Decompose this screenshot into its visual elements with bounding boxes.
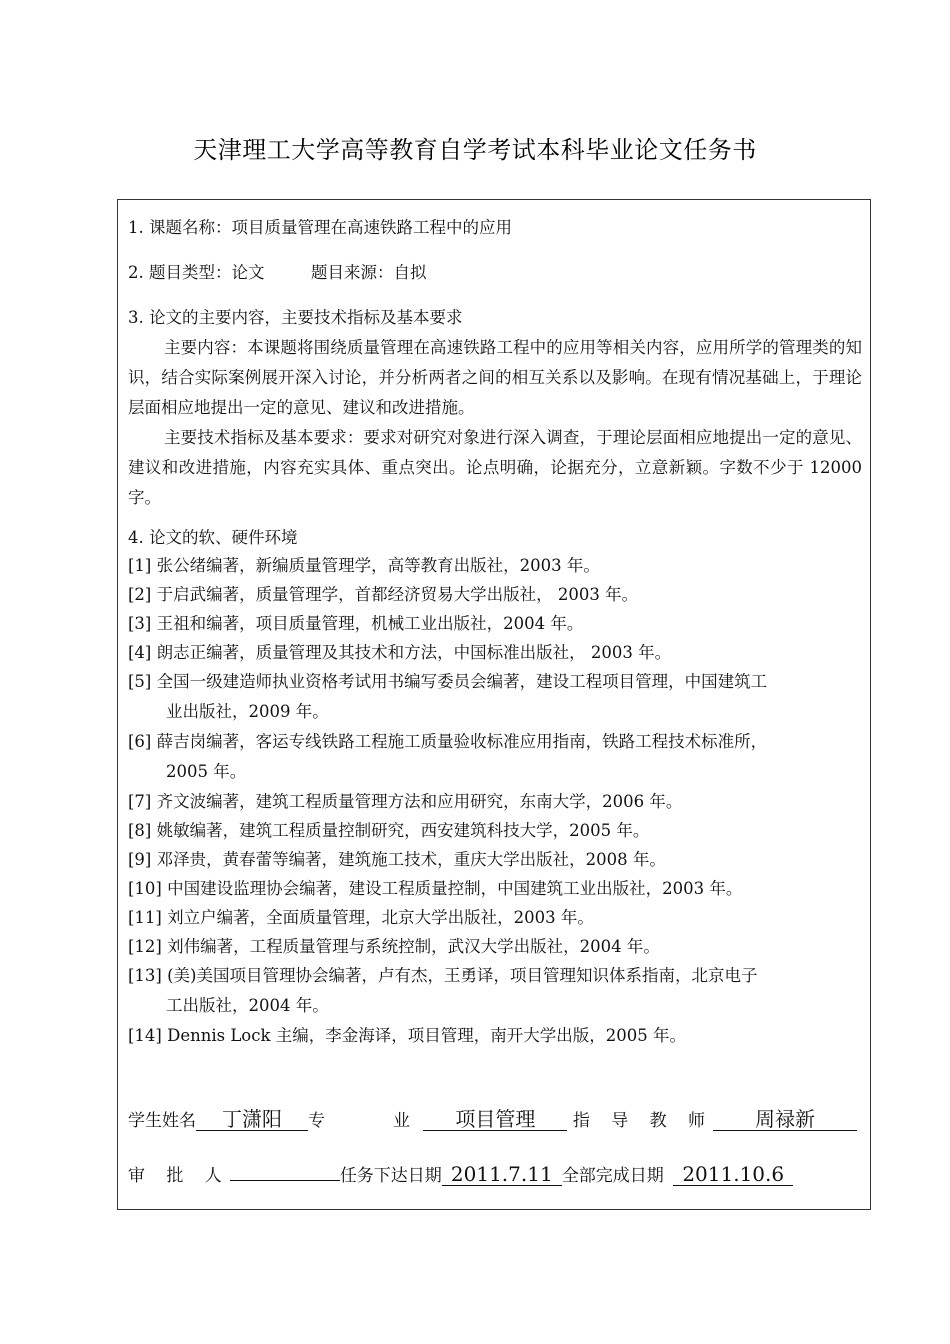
reference-text: [10] 中国建设监理协会编著，建设工程质量控制，中国建筑工业出版社，2003 年。	[128, 879, 743, 898]
approver-label: 审 批 人	[128, 1166, 230, 1186]
major-field[interactable]: 项目管理	[423, 1108, 567, 1131]
task-form-frame	[117, 199, 871, 1210]
main-content-heading: 3. 论文的主要内容，主要技术指标及基本要求	[128, 308, 463, 327]
reference-text: [8] 姚敏编著，建筑工程质量控制研究，西安建筑科技大学，2005 年。	[128, 821, 650, 840]
topic-name-row	[128, 214, 512, 238]
reference-text: [1] 张公绪编著，新编质量管理学，高等教育出版社，2003 年。	[128, 556, 600, 575]
topic-type-value: 论文	[231, 263, 265, 282]
major-label-1: 专	[308, 1111, 325, 1131]
reference-item	[128, 932, 862, 962]
reference-item	[128, 727, 862, 787]
topic-source-label: 题目来源：	[311, 263, 394, 282]
complete-date-field[interactable]: 2011.10.6	[673, 1163, 793, 1186]
reference-item	[128, 787, 862, 817]
reference-text: [13] (美)美国项目管理协会编著，卢有杰，王勇译，项目管理知识体系指南，北京电子	[128, 966, 758, 985]
reference-item	[128, 609, 862, 639]
reference-item	[128, 580, 862, 610]
advisor-label: 指 导 教 师	[572, 1111, 714, 1131]
advisor-name-field[interactable]: 周禄新	[713, 1108, 857, 1131]
reference-item	[128, 845, 862, 875]
topic-name-value: 项目质量管理在高速铁路工程中的应用	[231, 218, 512, 237]
student-name-label: 学生姓名	[128, 1111, 196, 1131]
student-name-field[interactable]: 丁潇阳	[196, 1108, 308, 1131]
reference-text: [9] 邓泽贵，黄春蕾等编著，建筑施工技术，重庆大学出版社，2008 年。	[128, 850, 666, 869]
reference-text-continued: 业出版社，2009 年。	[166, 702, 329, 721]
reference-item	[128, 667, 862, 727]
reference-text: [12] 刘伟编著，工程质量管理与系统控制，武汉大学出版社，2004 年。	[128, 937, 660, 956]
assign-date-label: 任务下达日期	[339, 1166, 442, 1186]
page-title: 天津理工大学高等教育自学考试本科毕业论文任务书	[193, 136, 757, 164]
reference-item	[128, 903, 862, 933]
reference-text: [5] 全国一级建造师执业资格考试用书编写委员会编著，建设工程项目管理，中国建筑工	[128, 672, 768, 691]
approver-field[interactable]	[230, 1158, 340, 1181]
reference-text: [11] 刘立户编著，全面质量管理，北京大学出版社，2003 年。	[128, 908, 594, 927]
signature-row-2	[128, 1158, 793, 1186]
reference-text: [14] Dennis Lock 主编，李金海译，项目管理，南开大学出版，2005 年。	[128, 1026, 686, 1045]
reference-text-continued: 2005 年。	[166, 762, 247, 781]
topic-source-value: 自拟	[393, 263, 427, 282]
topic-name-label: 1. 课题名称：	[128, 218, 232, 237]
reference-text-continued: 工出版社，2004 年。	[166, 996, 329, 1015]
environment-heading: 4. 论文的软、硬件环境	[128, 528, 298, 547]
reference-item	[128, 874, 862, 904]
major-label-2: 业	[393, 1111, 410, 1131]
reference-text: [4] 朗志正编著，质量管理及其技术和方法，中国标准出版社， 2003 年。	[128, 643, 672, 662]
reference-item	[128, 816, 862, 846]
main-content-paragraph: 主要内容：本课题将围绕质量管理在高速铁路工程中的应用等相关内容，应用所学的管理类的知识，结合实际案例展开深入讨论，并分析两者之间的相互关系以及影响。在现有情况基础上，于理论层面相应地提出一定的意见、建议和改进措施。	[128, 338, 862, 417]
signature-row-1	[128, 1106, 857, 1131]
assign-date-field[interactable]: 2011.7.11	[442, 1163, 562, 1186]
reference-item	[128, 551, 862, 581]
reference-text: [7] 齐文波编著，建筑工程质量管理方法和应用研究，东南大学，2006 年。	[128, 792, 683, 811]
reference-text: [2] 于启武编著，质量管理学，首都经济贸易大学出版社， 2003 年。	[128, 585, 639, 604]
reference-text: [6] 薛吉岗编著，客运专线铁路工程施工质量验收标准应用指南，铁路工程技术标准所，	[128, 732, 768, 751]
complete-date-label: 全部完成日期	[561, 1166, 664, 1186]
reference-item	[128, 961, 862, 1021]
topic-type-row	[128, 259, 427, 283]
reference-text: [3] 王祖和编著，项目质量管理，机械工业出版社，2004 年。	[128, 614, 584, 633]
reference-item	[128, 1021, 862, 1051]
topic-type-label: 2. 题目类型：	[128, 263, 232, 282]
reference-item	[128, 638, 862, 668]
requirements-paragraph: 主要技术指标及基本要求：要求对研究对象进行深入调查，于理论层面相应地提出一定的意见、建议和改进措施，内容充实具体、重点突出。论点明确，论据充分，立意新颖。字数不少于 12000 字。	[128, 428, 862, 507]
